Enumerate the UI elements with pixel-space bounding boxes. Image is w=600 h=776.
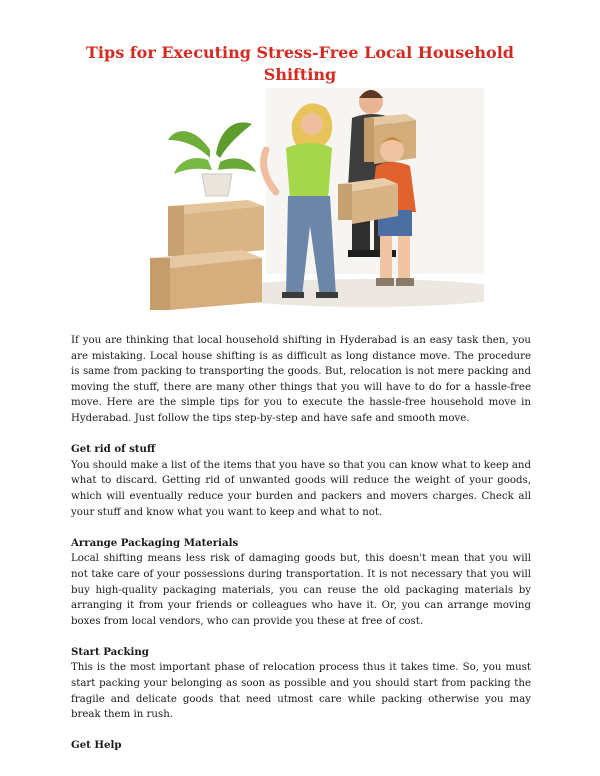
section-heading: Get Help xyxy=(71,739,122,752)
section-get-help xyxy=(71,738,531,754)
document-title: Tips for Executing Stress-Free Local Household Shifting xyxy=(86,43,514,84)
section-heading: Start Packing xyxy=(71,645,149,658)
section-body: This is the most important phase of relocation process thus it takes time. So, you must start packing your belonging as soon as possible and you should start from packing the fragile and delicate goods that need utmost care while packing otherwise you may break them in rush. xyxy=(71,662,531,721)
section-get-rid-of-stuff xyxy=(71,442,531,520)
article-body xyxy=(71,333,531,754)
family-moving-boxes-photo xyxy=(116,88,484,310)
intro-paragraph: If you are thinking that local household shifting in Hyderabad is an easy task then, you are mistaking. Local house shifting is as difficult as long distance move. The procedure is same from packing to transporting the goods. But, relocation is not mere packing and moving the stuff, there are many other things that you will have to do for a hassle-free move. Here are the simple tips for you to execute the hassle-free household move in Hyderabad. Just follow the tips step-by-step and have safe and smooth move. xyxy=(71,335,531,424)
section-body: You should make a list of the items that you have so that you can know what to keep and what to discard. Getting rid of unwanted goods will reduce the weight of your goods, which will eventually reduce your burden and packers and movers charges. Check all your stuff and know what you want to keep and what to not. xyxy=(71,459,531,518)
section-arrange-packaging-materials xyxy=(71,536,531,630)
held-box-front xyxy=(338,178,398,224)
section-start-packing xyxy=(71,645,531,723)
section-heading: Arrange Packaging Materials xyxy=(71,536,239,549)
section-body: Local shifting means less risk of damaging goods but, this doesn't mean that you will not take care of your possessions during transportation. It is not necessary that you will buy high-quality packaging materials, you can reuse the old packaging materials by arranging it from your friends or colleagues who have it. Or, you can arrange moving boxes from local vendors, who can provide you these at free of cost. xyxy=(71,553,531,627)
section-heading: Get rid of stuff xyxy=(71,443,156,456)
